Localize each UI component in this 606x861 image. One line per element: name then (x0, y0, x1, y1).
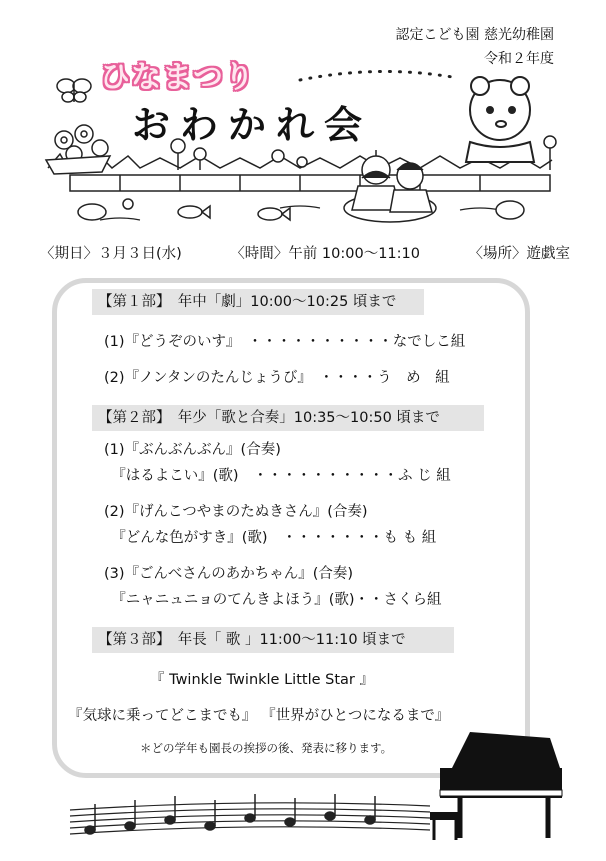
piano-icon (430, 728, 570, 848)
music-note-icon (85, 794, 375, 834)
event-date: 〈期日〉３月３日(水) (40, 246, 182, 262)
butterfly-icon (57, 79, 91, 102)
program-item: 『気球に乗ってどこまでも』 『世界がひとつになるまで』 (68, 708, 450, 724)
program-item: (1)『どうぞのいす』 ・・・・・・・・・・なでしこ組 (104, 334, 466, 350)
event-place: 〈場所〉遊戯室 (468, 246, 570, 262)
dotted-arc (300, 71, 458, 80)
fish-icon (178, 206, 290, 220)
pond-ripples (100, 206, 500, 220)
part-3-header: 【第３部】 年長「 歌 」11:00～11:10 頃まで (92, 627, 454, 653)
main-title: おわかれ会 (132, 103, 373, 147)
program-item: 『どんな色がすき』(歌) ・・・・・・・も も 組 (104, 530, 437, 546)
fiscal-year: 令和２年度 (484, 51, 554, 67)
program-item: 『 Twinkle Twinkle Little Star 』 (150, 672, 374, 688)
program-item: 『ニャニュニョのてんきよほう』(歌)・・さくら組 (104, 592, 442, 608)
school-name: 認定こども園 慈光幼稚園 (395, 27, 554, 43)
part-2-header: 【第２部】 年少「歌と合奏」10:35～10:50 頃まで (92, 405, 484, 431)
program-item: (2)『げんこつやまのたぬきさん』(合奏) (104, 504, 368, 520)
event-time: 〈時間〉午前 10:00～11:10 (230, 246, 420, 262)
child-face-icon (466, 77, 534, 162)
fence (70, 175, 550, 191)
music-staff (60, 790, 440, 850)
program-item: (2)『ノンタンのたんじょうび』 ・・・・う め 組 (104, 370, 450, 386)
program-item: (3)『ごんべさんのあかちゃん』(合奏) (104, 566, 354, 582)
program-item: 『はるよこい』(歌) ・・・・・・・・・・ふ じ 組 (104, 468, 451, 484)
flower-bouquet (46, 125, 110, 174)
lotus-leaf-icon (78, 199, 524, 220)
program-note: ＊どの学年も園長の挨拶の後、発表に移ります。 (140, 741, 393, 755)
part-1-header: 【第１部】 年中「劇」10:00～10:25 頃まで (92, 289, 424, 315)
event-info (40, 242, 570, 263)
festival-title: ひなまつり (100, 60, 255, 95)
program-item: (1)『ぶんぶんぶん』(合奏) (104, 442, 281, 458)
